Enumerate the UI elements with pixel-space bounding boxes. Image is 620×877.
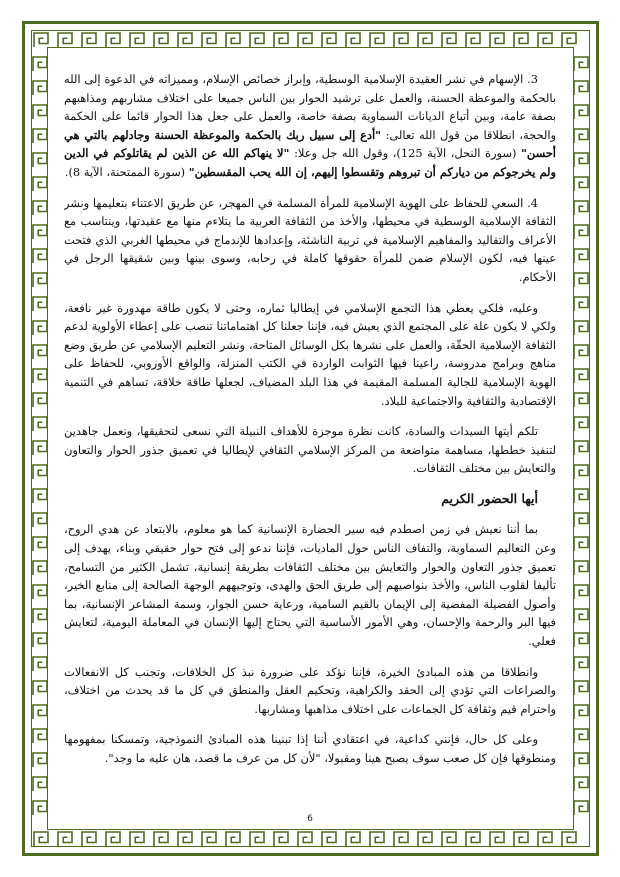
paragraph-3-text-before: 3. الإسهام في نشر العقيدة الإسلامية الوسطية، وإبراز خصائص الإسلام، ومميزاته في الدعوة إلى الله بالحكمة والموعظة الحسنة، والعمل على ترشيد الحوار بين الناس جميعا على اختلاف مشاربهم ومذاهبهم بصفة عامة، وبين أتباع الديانات السماوية بصفة خاصة، والعمل على جعل هذا الحوار قائما على الحكمة والحجة، انطلاقا من قول الله تعالى: [64,72,556,142]
paragraph-5: وعليه، فلكي يعطي هذا التجمع الإسلامي في إيطاليا ثماره، وحتى لا يكون طاقة مهدورة غير نافعة، ولكي لا يكون علة على المجتمع الذي يعيش فيه، فإننا جعلنا كل اهتماماتنا تنصب على إعطاء الأولوية لدعم الثقافة الإسلامية الحقّة، والعمل على نشرها بكل الوسائل المتاحة، ونشر التعليم الإسلامي عن طريق وضع مناهج وبرامج مدروسة، راعينا فيها الثوابت الواردة في الكتب المنزلة، والواقع الأوروبي، للحفاظ على الهوية الإسلامية للجالية المسلمة المقيمة في هذا البلد المضياف، لجعلها طاقة خلاقة، تساهم في التنمية الإقتصادية والثقافية والاجتماعية للبلاد. [64,300,556,408]
paragraph-3-text-middle: (سورة النحل، الآية 125)، وقول الله جل وعلا: [289,146,521,161]
paragraph-3 [64,70,556,182]
paragraph-8: وانطلاقا من هذه المبادئ الخيرة، فإننا نؤكد على ضرورة نبذ كل الخلافات، وتجنب كل الانفعالات والصراعات التي تؤدي إلى الحقد والكراهية، وتحكيم العقل والمنطق في كل ما قد يحدث من اختلاف، واحترام قيم وثقافة كل الجماعات على اختلاف مذاهبها ومشاربها. [64,664,556,716]
paragraph-3-text-after: (سورة الممتحنة، الآية 8). [64,164,189,179]
paragraph-4: 4. السعي للحفاظ على الهوية الإسلامية للمرأة المسلمة في المهجر، عن طريق الاعتناء بتعليمها ونشر الثقافة الإسلامية الوسطية في محيطها، والأخذ من الثقافة العربية ما يتلاءم منها مع عقيدتها، وينتاسب مع الأعراف والتقاليد والمفاهيم الإسلامية في تربية الناشئة، وإعدادها للإندماج في محيطها الغربي الذي فتحت عينها فيه، لكون الإسلام ضمن للمرأة حقوقها كاملة في رحابه، وسوى بينها وبين شقيقها الرجل في الأحكام. [64,195,556,284]
page-number: 6 [307,814,313,824]
quran-quote-2: "لا ينهاكم الله عن الذين لم يقاتلوكم في الدين ولم يخرجوكم من دياركم أن تبروهم وتقسطوا إليهم، إن الله يحب المقسطين" [64,146,556,179]
paragraph-9: وعلى كل حال، فإنني كداعية، في اعتقادي أننا إذا تبنينا هذه المبادئ النموذجية، وتمسكنا بمفهومها ومنطوقها فإن كل صعب سوف يصبح هينا ومقبولا، "لأن كل من عرف ما قصد، هان عليه ما وجد". [64,732,556,765]
paragraph-6: تلكم أيتها السيدات والسادة، كانت نظرة موجزة للأهداف النبيلة التي نسعى لتحقيقها، ونعمل جاهدين لتنفيذ خططها، مساهمة متواضعة من المركز الإسلامي الثقافي لإيطاليا في تعميق جذور الحوار والتعاون والتعايش بين مختلف الثقافات. [64,424,556,476]
quran-quote-1: "أدع إلى سبيل ربك بالحكمة والموعظة الحسنة وجادلهم بالتي هي أحسن" [64,127,556,161]
document-body [64,70,556,810]
paragraph-7: بما أننا نعيش في زمن اصطدم فيه سير الحضارة الإنسانية كما هو معلوم، بالابتعاد عن هدي الروح، وعن التعاليم السماوية، والتفاف الناس حول الماديات، فإننا ندعو إلى فتح حوار حقيقي وبناء، يهدف إلى تعميق جذور التعاون والحوار والتعايش بين مختلف الثقافات بطريقة إنسانية، تشمل الكثير من التسامح، تأليفا لقلوب الناس، والأخذ بنواصيهم إلى طريق الحق والهدى، وتوجيههم الوجهة الصالحة إلى منابع الخير، وأصول الفضيلة المفضية إلى الإيمان بالقيم السامية، ورعاية حسن الجوار، وسمة المشاعر الإنسانية، بما فيها البر والرحمة والإحسان، وهي الأمور الأساسية التي يحتاج إليها الإنسان في المعاملة اليومية، لتعايش فعلي. [64,522,556,649]
section-heading: أيها الحضور الكريم [441,490,538,506]
